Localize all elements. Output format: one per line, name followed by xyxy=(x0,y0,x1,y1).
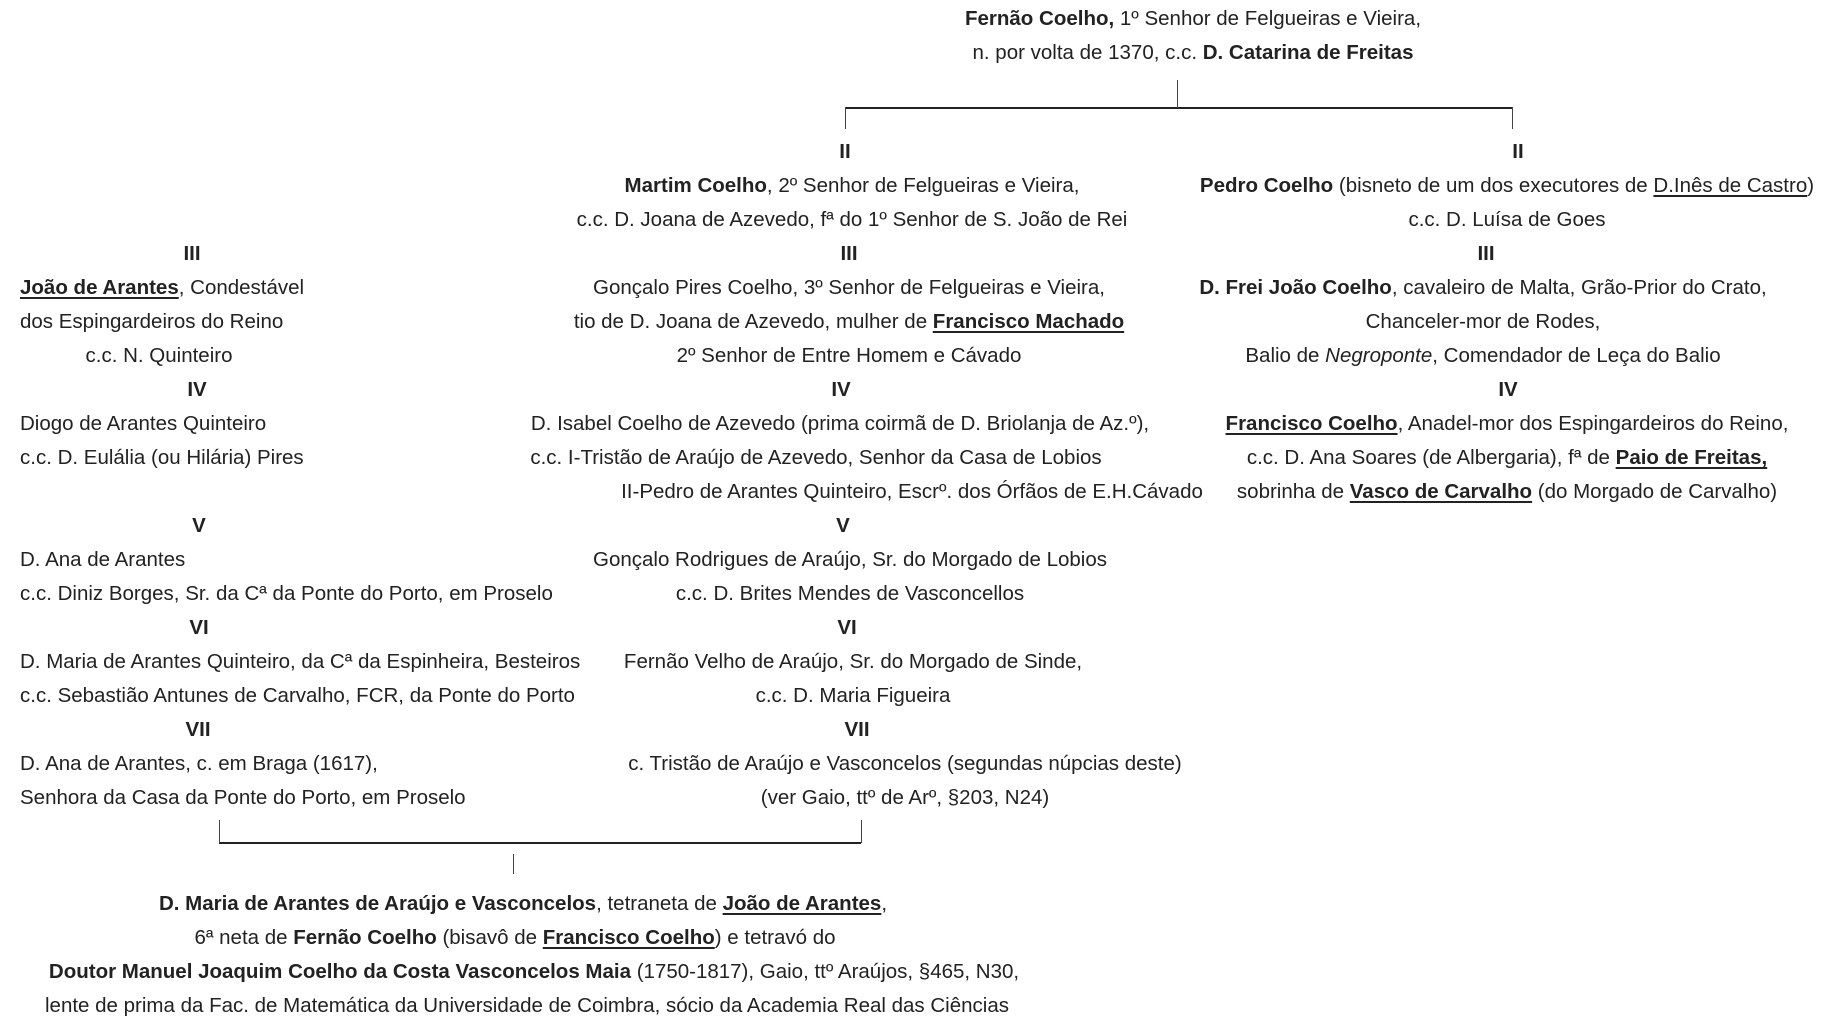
branch_martim-gen-vii-line-1 xyxy=(761,781,1049,815)
branch_pedro-gen-iii-line-2-seg-2: , Comendador de Leça do Balio xyxy=(1432,344,1721,367)
conclusion-line-1 xyxy=(194,921,835,955)
branch_martim-gen-iii-numeral: III xyxy=(840,242,858,265)
conclusion-line-0-seg-1: , tetraneta de xyxy=(596,892,723,915)
branch_martim-gen-iv-line-0 xyxy=(531,407,1149,441)
conclusion-line-2-seg-0: Doutor Manuel Joaquim Coelho da Costa Vasconcelos Maia xyxy=(48,960,631,983)
branch_martim-gen-iii-line-0 xyxy=(593,271,1105,305)
branch_martim-gen-ii-numeral: II xyxy=(839,140,851,163)
branch_pedro-gen-iii-line-1 xyxy=(1366,305,1601,339)
conclusion-line-0-seg-0: D. Maria de Arantes de Araújo e Vasconcelos xyxy=(158,892,597,915)
branch_martim-gen-vii-line-0 xyxy=(628,747,1181,781)
branch_arantes-gen-vii-line-1 xyxy=(20,781,466,815)
conclusion-line-1-seg-3: Francisco Coelho xyxy=(542,926,715,949)
branch_arantes-gen-vi-line-1-seg-0: c.c. Sebastião Antunes de Carvalho, FCR, da Ponte do Porto xyxy=(20,684,575,707)
conclusion-line-3-seg-0: lente de prima da Fac. de Matemática da Universidade de Coimbra, sócio da Academia Real das Ciências xyxy=(44,994,1010,1017)
branch_arantes-gen-vi-line-0 xyxy=(20,645,580,679)
branch_martim-gen-iii-line-1 xyxy=(574,305,1124,339)
branch_pedro-gen-iv-line-2-seg-0: sobrinha de xyxy=(1236,480,1350,503)
branch_arantes-gen-vi-line-0-seg-0: D. Maria de Arantes Quinteiro, da Cª da Espinheira, Besteiros xyxy=(20,650,581,673)
branch_arantes-gen-v-line-0-seg-0: D. Ana de Arantes xyxy=(20,548,186,571)
branch_pedro-gen-ii-line-0-seg-1: (bisneto de um dos executores de xyxy=(1333,174,1654,197)
branch_pedro-gen-iii-line-0-seg-1: , cavaleiro de Malta, Grão-Prior do Crato, xyxy=(1391,276,1767,299)
branch_pedro-gen-iv-line-0-seg-0: Francisco Coelho xyxy=(1225,412,1398,435)
root-stem xyxy=(1177,80,1178,108)
branch_martim-gen-iii-line-2 xyxy=(677,339,1022,373)
branch_arantes-gen-iii-line-0 xyxy=(20,271,304,305)
branch_martim-gen-iv-line-2 xyxy=(621,475,1203,509)
branch_arantes-gen-v-numeral: V xyxy=(192,514,206,537)
branch_pedro-gen-iv-line-1-seg-1: Paio de Freitas, xyxy=(1615,446,1768,469)
branch_martim-gen-ii-line-1 xyxy=(577,203,1128,237)
branch_pedro-gen-iii-line-0-seg-0: D. Frei João Coelho xyxy=(1199,276,1392,299)
branch_arantes-gen-iv-line-1 xyxy=(20,441,304,475)
branch_martim-gen-iv-line-0-seg-0: D. Isabel Coelho de Azevedo (prima coirmã de D. Briolanja de Az.º), xyxy=(530,412,1150,435)
branch_martim-gen-vi-line-0 xyxy=(624,645,1082,679)
branch_arantes-gen-iv-line-0-seg-0: Diogo de Arantes Quinteiro xyxy=(20,412,267,435)
branch_pedro-gen-iv-line-2 xyxy=(1237,475,1777,509)
branch_arantes-gen-iii-line-0-seg-1: , Condestável xyxy=(178,276,305,299)
union-right-tick xyxy=(861,820,862,843)
branch_martim-gen-iii-line-2-seg-0: 2º Senhor de Entre Homem e Cávado xyxy=(676,344,1022,367)
branch_pedro-gen-iv-line-1 xyxy=(1247,441,1767,475)
branch_arantes-gen-iv-line-1-seg-0: c.c. D. Eulália (ou Hilária) Pires xyxy=(20,446,304,469)
branch_arantes-gen-vii-line-0 xyxy=(20,747,378,781)
conclusion-line-1-seg-2: (bisavô de xyxy=(436,926,543,949)
branch_pedro-gen-iii-line-0 xyxy=(1199,271,1766,305)
root-line-1-seg-0: n. por volta de 1370, c.c. xyxy=(972,41,1203,64)
conclusion-line-0-seg-2: João de Arantes xyxy=(722,892,882,915)
branch_martim-gen-v-line-1 xyxy=(676,577,1024,611)
branch_pedro-gen-iv-line-0 xyxy=(1226,407,1789,441)
branch_martim-gen-iv-numeral: IV xyxy=(831,378,851,401)
branch_arantes-gen-iii-numeral: III xyxy=(183,242,201,265)
conclusion-line-1-seg-1: Fernão Coelho xyxy=(293,926,437,949)
branch_arantes-gen-iii-line-2 xyxy=(86,339,233,373)
branch_pedro-gen-ii-line-0-seg-2: D.Inês de Castro xyxy=(1653,174,1808,197)
branch_arantes-gen-iii-line-2-seg-0: c.c. N. Quinteiro xyxy=(85,344,233,367)
conclusion-line-3 xyxy=(45,989,1009,1023)
branch_arantes-gen-iii-line-1-seg-0: dos Espingardeiros do Reino xyxy=(20,310,284,333)
branch_martim-gen-ii-line-1-seg-0: c.c. D. Joana de Azevedo, fª do 1º Senhor de S. João de Rei xyxy=(576,208,1128,231)
branch_martim-gen-vii-line-0-seg-0: c. Tristão de Araújo e Vasconcelos (segundas núpcias deste) xyxy=(628,752,1182,775)
branch_pedro-gen-iii-line-1-seg-0: Chanceler-mor de Rodes, xyxy=(1365,310,1601,333)
branch_martim-gen-iii-line-1-seg-0: tio de D. Joana de Azevedo, mulher de xyxy=(573,310,933,333)
root-line-1 xyxy=(973,36,1414,70)
branch_martim-gen-ii-line-0-seg-0: Martim Coelho xyxy=(624,174,767,197)
branch_arantes-gen-vii-numeral: VII xyxy=(185,718,211,741)
branch_martim-gen-vi-line-0-seg-0: Fernão Velho de Araújo, Sr. do Morgado de Sinde, xyxy=(623,650,1083,673)
branch_pedro-gen-iv-line-1-seg-0: c.c. D. Ana Soares (de Albergaria), fª de xyxy=(1246,446,1616,469)
branch_pedro-gen-iv-line-0-seg-1: , Anadel-mor dos Espingardeiros do Reino, xyxy=(1397,412,1789,435)
branch_martim-gen-iv-line-2-seg-0: II-Pedro de Arantes Quinteiro, Escrº. dos Órfãos de E.H.Cávado xyxy=(621,480,1203,503)
conclusion-line-1-seg-4: ) e tetravó do xyxy=(714,926,836,949)
conclusion-line-1-seg-0: 6ª neta de xyxy=(194,926,294,949)
branch_pedro-gen-iv-line-2-seg-1: Vasco de Carvalho xyxy=(1349,480,1533,503)
branch_arantes-gen-iii-line-1 xyxy=(20,305,283,339)
union-left-tick xyxy=(219,820,220,843)
branch_arantes-gen-vi-line-1 xyxy=(20,679,575,713)
branch_martim-gen-vi-line-1-seg-0: c.c. D. Maria Figueira xyxy=(755,684,951,707)
branch_martim-gen-vii-line-1-seg-0: (ver Gaio, ttº de Arº, §203, N24) xyxy=(760,786,1050,809)
branch_martim-gen-iv-line-1 xyxy=(530,441,1101,475)
root-line-0-seg-0: Fernão Coelho, xyxy=(964,7,1115,30)
root-line-0-seg-1: 1º Senhor de Felgueiras e Vieira, xyxy=(1114,7,1422,30)
conclusion-line-0 xyxy=(159,887,887,921)
root-line-0 xyxy=(965,2,1421,36)
branch_pedro-gen-iii-line-2-seg-1: Negroponte xyxy=(1325,344,1433,367)
conclusion-line-2-seg-1: (1750-1817), Gaio, ttº Araújos, §465, N30, xyxy=(630,960,1020,983)
branch_martim-gen-vi-numeral: VI xyxy=(837,616,857,639)
branch_pedro-gen-ii-line-0-seg-3: ) xyxy=(1807,174,1815,197)
branch_arantes-gen-iv-line-0 xyxy=(20,407,266,441)
branch_pedro-gen-ii-line-0-seg-0: Pedro Coelho xyxy=(1199,174,1334,197)
branch_pedro-gen-iv-numeral: IV xyxy=(1498,378,1518,401)
union-connector-line xyxy=(219,842,861,844)
branch_arantes-gen-iv-numeral: IV xyxy=(187,378,207,401)
root-right-drop xyxy=(1512,107,1513,129)
union-stem xyxy=(513,854,514,874)
branch_pedro-gen-iii-line-2 xyxy=(1245,339,1720,373)
branch_pedro-gen-iv-line-2-seg-2: (do Morgado de Carvalho) xyxy=(1532,480,1778,503)
branch_martim-gen-ii-line-0 xyxy=(625,169,1080,203)
root-line-1-seg-1: D. Catarina de Freitas xyxy=(1202,41,1414,64)
branch_martim-gen-vi-line-1 xyxy=(756,679,951,713)
branch_arantes-gen-vii-line-0-seg-0: D. Ana de Arantes, c. em Braga (1617), xyxy=(20,752,378,775)
branch_arantes-gen-v-line-1-seg-0: c.c. Diniz Borges, Sr. da Cª da Ponte do Porto, em Proselo xyxy=(20,582,553,605)
branch_martim-gen-v-line-0 xyxy=(593,543,1107,577)
branch_martim-gen-vii-numeral: VII xyxy=(844,718,870,741)
branch_pedro-gen-ii-numeral: II xyxy=(1512,140,1524,163)
conclusion-line-0-seg-3: , xyxy=(881,892,888,915)
branch_martim-gen-iv-line-1-seg-0: c.c. I-Tristão de Araújo de Azevedo, Senhor da Casa de Lobios xyxy=(530,446,1102,469)
branch_pedro-gen-ii-line-1-seg-0: c.c. D. Luísa de Goes xyxy=(1408,208,1606,231)
conclusion-line-2 xyxy=(49,955,1019,989)
branch_pedro-gen-iii-numeral: III xyxy=(1477,242,1495,265)
branch_pedro-gen-ii-line-1 xyxy=(1408,203,1605,237)
branch_arantes-gen-vii-line-1-seg-0: Senhora da Casa da Ponte do Porto, em Proselo xyxy=(20,786,466,809)
branch_martim-gen-v-numeral: V xyxy=(836,514,850,537)
branch_arantes-gen-v-line-0 xyxy=(20,543,185,577)
branch_martim-gen-v-line-0-seg-0: Gonçalo Rodrigues de Araújo, Sr. do Morgado de Lobios xyxy=(593,548,1107,571)
branch_pedro-gen-ii-line-0 xyxy=(1200,169,1814,203)
branch_arantes-gen-v-line-1 xyxy=(20,577,553,611)
branch_martim-gen-v-line-1-seg-0: c.c. D. Brites Mendes de Vasconcellos xyxy=(675,582,1025,605)
branch_pedro-gen-iii-line-2-seg-0: Balio de xyxy=(1245,344,1326,367)
root-connector-line xyxy=(845,107,1512,109)
branch_arantes-gen-vi-numeral: VI xyxy=(189,616,209,639)
root-left-drop xyxy=(845,107,846,129)
branch_arantes-gen-iii-line-0-seg-0: João de Arantes xyxy=(20,276,179,299)
branch_martim-gen-iii-line-1-seg-1: Francisco Machado xyxy=(932,310,1125,333)
branch_martim-gen-ii-line-0-seg-1: , 2º Senhor de Felgueiras e Vieira, xyxy=(766,174,1080,197)
branch_martim-gen-iii-line-0-seg-0: Gonçalo Pires Coelho, 3º Senhor de Felgueiras e Vieira, xyxy=(593,276,1105,299)
